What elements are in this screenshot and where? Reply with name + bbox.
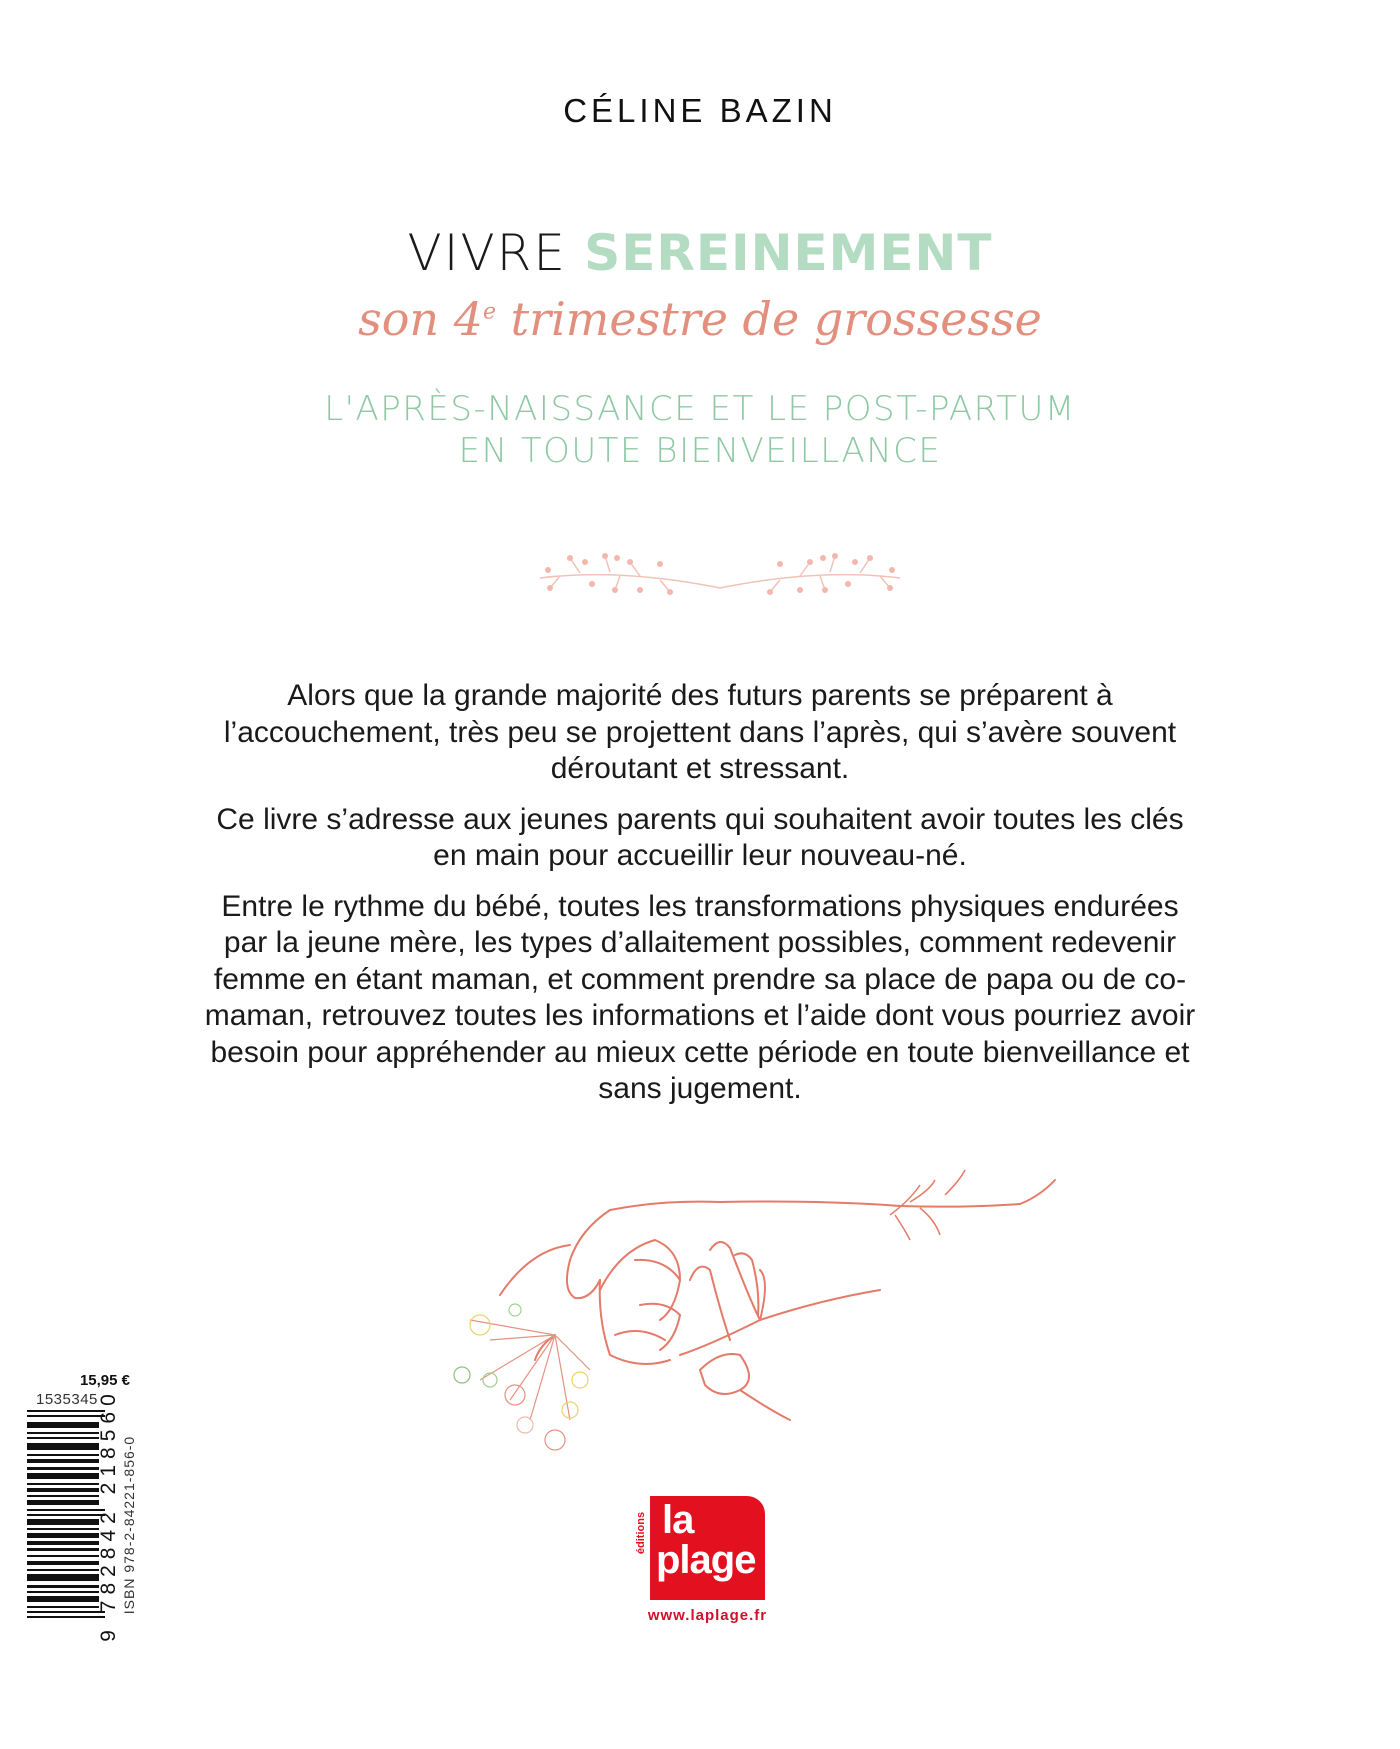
subtitle-post: trimestre de grossesse: [495, 292, 1042, 346]
logo-editions-text: éditions: [635, 1511, 647, 1555]
back-cover-blurb: [200, 678, 1200, 1122]
logo-text-la: la: [662, 1498, 694, 1542]
logo-editions: [634, 1498, 648, 1568]
blurb-paragraph-2: Ce livre s’adresse aux jeunes parents qui souhaitent avoir toutes les clés en main pour accueillir leur nouveau-né.: [216, 802, 1184, 872]
barcode-icon: [27, 1410, 105, 1620]
book-subtitle: [0, 292, 1400, 346]
tagline-line-2: EN TOUTE BIENVEILLANCE: [458, 431, 942, 471]
title-part-sereinement: SEREINEMENT: [584, 224, 993, 282]
author-name: CÉLINE BAZIN: [563, 92, 837, 129]
barcode-digits-text: 9 782842 218560: [97, 1388, 120, 1642]
price-label: 15,95 €: [79, 1372, 130, 1389]
blurb-paragraph-1: Alors que la grande majorité des futurs parents se préparent à l’accouchement, très peu se projettent dans l’après, qui s’avère souvent déroutant et stressant.: [223, 679, 1177, 785]
publisher-website-link[interactable]: www.laplage.fr: [647, 1607, 768, 1624]
floral-divider-icon: [520, 548, 920, 598]
isbn-text: ISBN 978-2-84221-856-0: [121, 1435, 137, 1615]
tagline: [0, 388, 1400, 472]
barcode-digits: [97, 1388, 120, 1642]
reference-number: 1535345: [36, 1391, 98, 1408]
logo-text-plage: plage: [656, 1538, 756, 1582]
book-title: [0, 222, 1400, 283]
title-part-vivre: VIVRE: [407, 224, 568, 282]
blurb-paragraph-3: Entre le rythme du bébé, toutes les transformations physiques endurées par la jeune mère, les types d’allaitement possibles, comment redevenir femme en étant maman, et comment prendre sa place de papa ou de co-maman, retrouvez toutes les informations et l’aide dont vous pourriez avoir besoin pour appréhender au mieux cette période en toute bienveillance et sans jugement.: [204, 889, 1196, 1105]
subtitle-sup: e: [482, 299, 496, 325]
tagline-line-1: L'APRÈS-NAISSANCE ET LE POST-PARTUM: [324, 389, 1076, 429]
subtitle-pre: son 4: [358, 292, 483, 346]
hands-illustration-icon: [440, 1140, 1060, 1510]
isbn-label: [120, 1410, 138, 1640]
